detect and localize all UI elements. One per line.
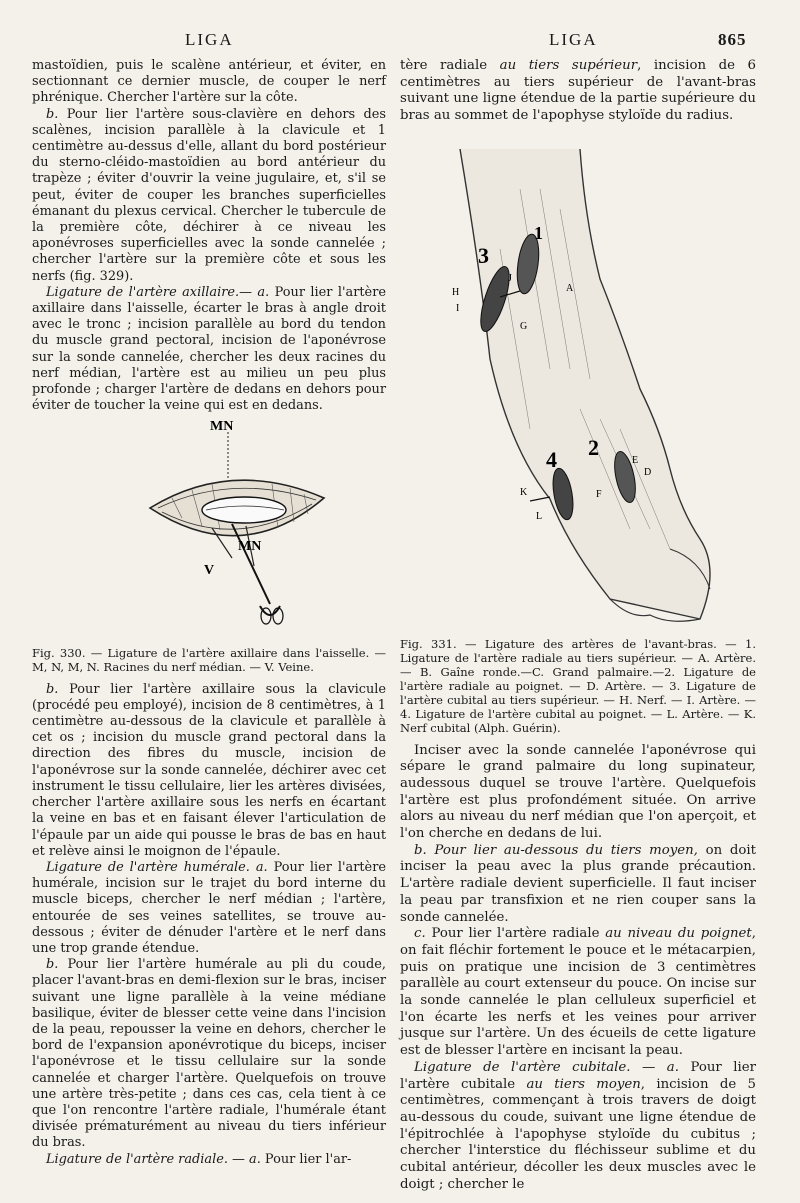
label-2: 2 <box>588 434 599 460</box>
label-j: J <box>508 272 512 284</box>
paragraph: Inciser avec la sonde cannelée l'aponévrose qui sépare le grand palmaire du long supinateur, audessous duquel se trouve l'artère. Quelquefois l'artère est plus profondément située. On arrive alors au niveau du nerf médian que l'on aperçoit, et l'on cherche en dedans de lui. <box>400 742 756 842</box>
figure-330-caption: Fig. 330. — Ligature de l'artère axillaire dans l'aisselle. — M, N, M, N. Racines du nerf médian. — V. Veine. <box>32 645 386 674</box>
text-run: Pour lier l'artère radiale <box>431 926 600 942</box>
paragraph-mark: b. <box>46 957 59 973</box>
label-d: D <box>644 466 652 478</box>
label-4: 4 <box>546 446 557 472</box>
paragraph-text: Pour lier l'ar- <box>264 1151 352 1167</box>
axillary-ligature-illustration <box>32 418 386 638</box>
label-mn-mid: MN <box>238 539 262 555</box>
label-3: 3 <box>478 242 489 268</box>
paragraph-text: Pour lier l'artère sous-clavière en dehors des scalènes, incision parallèle à la clavicule et 1 centimètre au-dessus d'elle, allant du bord postérieur du sterno-cléido-mastoïdien au bord antérieur du trapèze ; éviter d'ouvrir la veine jugulaire, et, s'il se peut, éviter de couper les branches superficielles émanant du plexus cervical. Chercher le tubercule de la première côte, déchirer à ce niveau les aponévroses superficielles avec la sonde cannelée ; chercher l'artère sur la première côte et sous les nerfs (fig. 329). <box>32 106 386 284</box>
text-run-italic: au tiers supérieur <box>499 58 638 73</box>
section-heading: Ligature de l'artère cubitale. — a. <box>414 1059 679 1075</box>
label-a: A <box>566 282 574 294</box>
paragraph-text: Pour lier l'artère humérale au pli du coude, placer l'avant-bras en demi-flexion sur le bras, inciser suivant une ligne parallèle à la veine médiane basilique, éviter de blesser cette veine dans l'incision de la peau, repousser la veine en dehors, chercher le bord de l'expansion aponévrotique du biceps, inciser l'aponévrose et le tissu cellulaire sur la sonde cannelée et charger l'artère. Quelquefois on trouve une artère très-petite ; dans ces cas, cela tient à ce que l'on rencontre l'artère radiale, l'humérale étant divisée prématurément au niveau du tiers inférieur du bras. <box>32 957 386 1151</box>
paragraph <box>400 926 756 1060</box>
paragraph <box>32 107 386 285</box>
label-v: V <box>204 563 215 579</box>
figure-331-caption: Fig. 331. — Ligature des artères de l'avant-bras. — 1. Ligature de l'artère radiale au tiers supérieur. — A. Artère. — B. Gaîne ronde.—C. Grand palmaire.—2. Ligature de l'artère radiale au poignet. — D. Artère. — 3. Ligature de l'artère cubital au tiers supérieur. — H. Nerf. — I. Artère. — 4. Ligature de l'artère cubital au poignet. — L. Artère. — K. Nerf cubital (Alph. Guérin). <box>400 636 756 735</box>
page-number: 865 <box>718 30 747 49</box>
figure-330 <box>32 418 386 673</box>
text-run: , incision de 5 centimètres, commençant à trois travers de doigt au-dessous du coude, suivant une ligne étendue de l'épitrochlée à l'apophyse styloïde du cubitus ; chercher l'interstice du fléchisseur sublime et du cubital antérieur, décoller les deux muscles avec le doigt ; chercher le <box>400 1076 756 1192</box>
paragraph <box>32 285 386 415</box>
paragraph <box>400 1060 756 1194</box>
paragraph-mark: c. <box>414 926 426 942</box>
label-i: I <box>456 302 460 314</box>
section-heading: Ligature de l'artère radiale. — a. <box>46 1151 261 1167</box>
right-column <box>400 58 756 1194</box>
text-run: tère radiale <box>400 58 488 73</box>
header-left-title: LIGA <box>185 30 234 49</box>
label-1: 1 <box>534 222 543 243</box>
text-run: , on fait fléchir fortement le pouce et le métacarpien, puis on pratique une incision de 3 centimètres parallèle au court extenseur du pouce. On incise sur la sonde cannelée le plan celluleux superficiel et l'on écarte les nerfs et les veines pour arriver jusque sur l'artère. Un des écueils de cette ligature est de blesser l'artère en incisant la peau. <box>400 926 756 1059</box>
paragraph <box>32 682 386 860</box>
text-run-italic: au tiers moyen <box>526 1076 641 1092</box>
paragraph <box>400 58 756 125</box>
paragraph: mastoïdien, puis le scalène antérieur, et éviter, en sectionnant ce dernier muscle, de couper le nerf phrénique. Chercher l'artère sur la côte. <box>32 58 386 106</box>
running-header <box>0 30 800 54</box>
paragraph-text: Pour lier l'artère humérale, incision sur le trajet du bord interne du muscle biceps, chercher le nerf médian ; l'artère, entourée de ses veines satellites, se trouve au-dessous ; éviter de dénuder l'artère et le nerf dans une trop grande étendue. <box>32 859 386 956</box>
label-mn-top: MN <box>210 419 234 435</box>
paragraph-text: on doit inciser la peau avec la plus grande précaution. L'artère radiale devient superficielle. Il faut inciser la peau par transfixion et ne rien couper sans la sonde cannelée. <box>400 842 756 925</box>
paragraph-mark: b. <box>46 681 59 697</box>
section-heading: Ligature de l'artère humérale. a. <box>46 859 268 875</box>
paragraph <box>32 860 386 957</box>
label-l: L <box>536 510 543 522</box>
label-h: H <box>452 286 460 298</box>
paragraph-text: Pour lier l'artère axillaire sous la clavicule (procédé peu employé), incision de 8 centimètres, à 1 centimètre au-dessous de la clavicule et parallèle à cet os ; incision du muscle grand pectoral dans la direction des fibres du muscle, incision de l'aponévrose sur la sonde cannelée, déchirer avec cet instrument le tissu cellulaire, lier les artères divisées, chercher l'artère axillaire sous les nerfs en écartant la veine en bas et en faisant élever l'articulation de l'épaule par un aide qui pousse le bras de bas en haut et relève ainsi le moignon de l'épaule. <box>32 681 386 859</box>
section-heading: b. Pour lier au-dessous du tiers moyen, <box>414 842 698 858</box>
paragraph-text: Pour lier l'artère axillaire dans l'aisselle, écarter le bras à angle droit avec le tronc ; incision parallèle au bord du tendon du muscle grand pectoral, incision de l'aponévrose sur la sonde cannelée, chercher les deux racines du nerf médian, l'artère est au milieu un peu plus profonde ; charger l'artère de dedans en dehors pour éviter de toucher la veine qui est en dedans. <box>32 284 386 414</box>
paragraph <box>32 1152 386 1168</box>
paragraph <box>400 843 756 927</box>
label-k: K <box>520 486 528 498</box>
forearm-ligature-illustration <box>400 129 756 629</box>
label-f: F <box>596 488 602 500</box>
section-heading: Ligature de l'artère axillaire.— a. <box>46 284 270 300</box>
label-g: G <box>520 320 528 332</box>
paragraph <box>32 957 386 1151</box>
figure-331 <box>400 129 756 735</box>
label-e: E <box>632 454 639 466</box>
header-center-title: LIGA <box>549 30 598 49</box>
text-run-italic: au niveau du poignet <box>605 926 752 942</box>
text-run: , incision de 6 centimètres au tiers supérieur de l'avant-bras suivant une ligne étendue de la partie supérieure du bras au sommet de l'apophyse styloïde du radius. <box>400 58 756 124</box>
left-column <box>32 58 386 1168</box>
text-run: Pour lier l'artère cubitale <box>400 1059 757 1092</box>
paragraph-mark: b. <box>46 106 59 122</box>
